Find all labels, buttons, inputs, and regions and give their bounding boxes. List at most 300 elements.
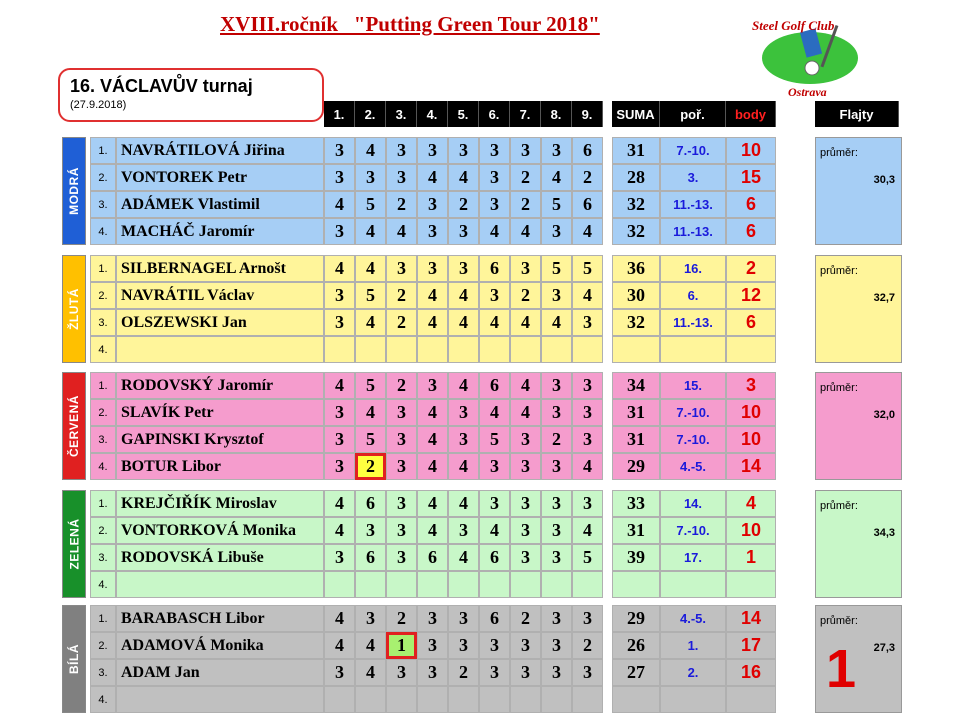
placement: 15.: [660, 372, 726, 399]
points: 15: [726, 164, 776, 191]
row-number: 3.: [90, 426, 116, 453]
row-number: 1.: [90, 372, 116, 399]
hole-score: 4: [355, 399, 386, 426]
points: 1: [726, 544, 776, 571]
hole-score: 6: [479, 544, 510, 571]
group-label: MODRÁ: [62, 137, 86, 245]
points: 17: [726, 632, 776, 659]
group-label: BÍLÁ: [62, 605, 86, 713]
event-title: 16. VÁCLAVŮV turnaj: [70, 76, 253, 96]
header-hole-2: 2.: [355, 101, 386, 127]
hole-score: [324, 686, 355, 713]
score-sum: 31: [612, 399, 660, 426]
hole-score: 3: [324, 309, 355, 336]
player-name: NAVRÁTILOVÁ Jiřina: [116, 137, 324, 164]
hole-score: [355, 336, 386, 363]
player-name: [116, 686, 324, 713]
hole-score: 3: [479, 282, 510, 309]
hole-score: 3: [417, 255, 448, 282]
hole-score: [479, 571, 510, 598]
hole-score: 4: [386, 218, 417, 245]
row-number: 1.: [90, 605, 116, 632]
group-label: ŽLUTÁ: [62, 255, 86, 363]
hole-score: 3: [510, 490, 541, 517]
hole-score: 6: [355, 490, 386, 517]
placement: 14.: [660, 490, 726, 517]
hole-score: 3: [479, 659, 510, 686]
points: 3: [726, 372, 776, 399]
player-name: RODOVSKÝ Jaromír: [116, 372, 324, 399]
hole-score: [386, 336, 417, 363]
hole-score: 3: [541, 544, 572, 571]
hole-score: [510, 686, 541, 713]
hole-score: 3: [324, 282, 355, 309]
row-number: 2.: [90, 282, 116, 309]
hole-score: 3: [541, 453, 572, 480]
hole-score: 3: [572, 426, 603, 453]
points: 16: [726, 659, 776, 686]
hole-score: 4: [541, 309, 572, 336]
hole-score: [572, 571, 603, 598]
score-sum: 36: [612, 255, 660, 282]
player-name: NAVRÁTIL Václav: [116, 282, 324, 309]
hole-score: 5: [355, 282, 386, 309]
score-sum: 30: [612, 282, 660, 309]
points: [726, 686, 776, 713]
points: 6: [726, 191, 776, 218]
hole-score: [417, 336, 448, 363]
score-sum: 29: [612, 605, 660, 632]
hole-score: 3: [324, 659, 355, 686]
hole-score: 2: [510, 164, 541, 191]
hole-score: 3: [541, 137, 572, 164]
hole-score: 3: [386, 453, 417, 480]
row-number: 4.: [90, 218, 116, 245]
score-sum: [612, 571, 660, 598]
hole-score: [479, 336, 510, 363]
hole-score: 4: [417, 517, 448, 544]
score-sum: 29: [612, 453, 660, 480]
page-title: XVIII.ročník "Putting Green Tour 2018": [220, 12, 600, 36]
hole-score: 4: [448, 544, 479, 571]
player-name: RODOVSKÁ Libuše: [116, 544, 324, 571]
hole-score: 5: [355, 426, 386, 453]
hole-score: 3: [386, 164, 417, 191]
row-number: 1.: [90, 137, 116, 164]
hole-score: [355, 686, 386, 713]
placement: 11.-13.: [660, 218, 726, 245]
row-number: 3.: [90, 544, 116, 571]
hole-score: [355, 571, 386, 598]
hole-score: 3: [510, 517, 541, 544]
hole-score: 3: [386, 399, 417, 426]
row-number: 2.: [90, 399, 116, 426]
hole-score: 5: [541, 255, 572, 282]
hole-score: 5: [355, 191, 386, 218]
hole-score: 3: [448, 137, 479, 164]
hole-score: 3: [479, 164, 510, 191]
hole-score: 4: [324, 255, 355, 282]
hole-score: 4: [355, 218, 386, 245]
hole-score: [541, 686, 572, 713]
player-name: MACHÁČ Jaromír: [116, 218, 324, 245]
hole-score: 3: [324, 218, 355, 245]
winning-flight-mark: 1: [826, 639, 857, 699]
hole-score: 2: [386, 372, 417, 399]
hole-score: [510, 571, 541, 598]
hole-score: 3: [386, 137, 417, 164]
hole-score: 4: [324, 372, 355, 399]
hole-score: 4: [417, 399, 448, 426]
hole-score: [386, 571, 417, 598]
hole-score: 3: [541, 282, 572, 309]
hole-score: 4: [324, 605, 355, 632]
placement: 4.-5.: [660, 605, 726, 632]
header-poradi: poř.: [660, 101, 726, 127]
hole-score: 4: [510, 218, 541, 245]
hole-score: 3: [386, 490, 417, 517]
hole-score: 3: [417, 191, 448, 218]
hole-score: 3: [541, 605, 572, 632]
hole-score: 3: [417, 218, 448, 245]
hole-score: 3: [572, 309, 603, 336]
hole-score: 5: [479, 426, 510, 453]
row-number: 4.: [90, 686, 116, 713]
row-number: 3.: [90, 659, 116, 686]
hole-score: [572, 686, 603, 713]
score-sum: 31: [612, 517, 660, 544]
hole-score: 2: [510, 191, 541, 218]
points: 4: [726, 490, 776, 517]
row-number: 2.: [90, 164, 116, 191]
header-body: body: [726, 101, 776, 127]
hole-score: 6: [572, 191, 603, 218]
hole-score: 3: [355, 517, 386, 544]
hole-score: 2: [386, 605, 417, 632]
hole-score: 2: [572, 164, 603, 191]
hole-score: [448, 571, 479, 598]
hole-score: 4: [324, 191, 355, 218]
hole-score: 1: [386, 632, 417, 659]
points: 10: [726, 399, 776, 426]
hole-score: 4: [417, 164, 448, 191]
hole-score: 4: [572, 282, 603, 309]
hole-score: 3: [541, 517, 572, 544]
hole-score: 3: [355, 605, 386, 632]
hole-score: 3: [479, 632, 510, 659]
score-sum: 31: [612, 426, 660, 453]
hole-score: 3: [572, 490, 603, 517]
hole-score: 2: [386, 191, 417, 218]
hole-score: 2: [448, 659, 479, 686]
hole-score: 4: [324, 632, 355, 659]
hole-score: 2: [386, 282, 417, 309]
player-name: GAPINSKI Krysztof: [116, 426, 324, 453]
points: 14: [726, 453, 776, 480]
row-number: 3.: [90, 309, 116, 336]
placement: [660, 686, 726, 713]
player-name: OLSZEWSKI Jan: [116, 309, 324, 336]
average-label: průměr:: [820, 382, 858, 394]
flight-average-box: [815, 372, 902, 480]
row-number: 4.: [90, 453, 116, 480]
header-hole-7: 7.: [510, 101, 541, 127]
header-hole-6: 6.: [479, 101, 510, 127]
row-number: 2.: [90, 517, 116, 544]
hole-score: 4: [417, 282, 448, 309]
placement: 1.: [660, 632, 726, 659]
hole-score: 4: [417, 453, 448, 480]
event-box: [58, 68, 324, 122]
hole-score: 4: [355, 659, 386, 686]
hole-score: 5: [572, 544, 603, 571]
hole-score: 4: [448, 490, 479, 517]
hole-score: 6: [479, 372, 510, 399]
header-flajty: Flajty: [815, 101, 899, 127]
hole-score: 3: [417, 632, 448, 659]
placement: [660, 336, 726, 363]
hole-score: [510, 336, 541, 363]
hole-score: 3: [572, 605, 603, 632]
player-name: BARABASCH Libor: [116, 605, 324, 632]
header-hole-8: 8.: [541, 101, 572, 127]
player-name: ADAMOVÁ Monika: [116, 632, 324, 659]
score-sum: [612, 686, 660, 713]
average-value: 32,0: [873, 409, 895, 421]
player-name: SLAVÍK Petr: [116, 399, 324, 426]
header-hole-3: 3.: [386, 101, 417, 127]
hole-score: 4: [510, 372, 541, 399]
hole-score: 4: [479, 218, 510, 245]
points: [726, 336, 776, 363]
logo-bottom-text: Ostrava: [788, 85, 827, 99]
placement: 2.: [660, 659, 726, 686]
hole-score: 2: [541, 426, 572, 453]
score-sum: 32: [612, 309, 660, 336]
hole-score: [448, 686, 479, 713]
hole-score: 6: [417, 544, 448, 571]
score-sum: 28: [612, 164, 660, 191]
points: 6: [726, 309, 776, 336]
player-name: BOTUR Libor: [116, 453, 324, 480]
hole-score: 6: [479, 605, 510, 632]
hole-score: 4: [448, 164, 479, 191]
hole-score: 6: [479, 255, 510, 282]
points: [726, 571, 776, 598]
hole-score: 3: [417, 605, 448, 632]
group-label: ČERVENÁ: [62, 372, 86, 480]
hole-score: 2: [510, 282, 541, 309]
points: 12: [726, 282, 776, 309]
hole-score: 3: [448, 218, 479, 245]
player-name: KREJČIŘÍK Miroslav: [116, 490, 324, 517]
placement: 17.: [660, 544, 726, 571]
hole-score: 4: [417, 490, 448, 517]
hole-score: 3: [448, 605, 479, 632]
hole-score: 4: [541, 164, 572, 191]
hole-score: 3: [479, 137, 510, 164]
hole-score: [324, 571, 355, 598]
hole-score: 3: [386, 659, 417, 686]
placement: 4.-5.: [660, 453, 726, 480]
hole-score: 3: [510, 632, 541, 659]
hole-score: [479, 686, 510, 713]
hole-score: 3: [355, 164, 386, 191]
hole-score: 3: [510, 453, 541, 480]
hole-score: 3: [324, 544, 355, 571]
points: 6: [726, 218, 776, 245]
average-value: 30,3: [873, 174, 895, 186]
average-label: průměr:: [820, 147, 858, 159]
hole-score: 3: [448, 632, 479, 659]
row-number: 1.: [90, 255, 116, 282]
hole-score: 2: [572, 632, 603, 659]
hole-score: 4: [479, 309, 510, 336]
hole-score: 3: [324, 164, 355, 191]
hole-score: 3: [510, 544, 541, 571]
hole-score: 3: [572, 399, 603, 426]
hole-score: 3: [479, 191, 510, 218]
row-number: 2.: [90, 632, 116, 659]
player-name: VONTORKOVÁ Monika: [116, 517, 324, 544]
hole-score: 3: [417, 659, 448, 686]
header-hole-9: 9.: [572, 101, 603, 127]
hole-score: 5: [355, 372, 386, 399]
hole-score: 4: [355, 137, 386, 164]
logo-top-text: Steel Golf Club: [752, 18, 835, 33]
group-label: ZELENÁ: [62, 490, 86, 598]
hole-score: 3: [510, 659, 541, 686]
hole-score: 3: [541, 632, 572, 659]
hole-score: 4: [448, 282, 479, 309]
hole-score: 3: [448, 255, 479, 282]
hole-score: 3: [324, 426, 355, 453]
hole-score: 4: [510, 309, 541, 336]
hole-score: 3: [448, 426, 479, 453]
points: 2: [726, 255, 776, 282]
player-name: ADÁMEK Vlastimil: [116, 191, 324, 218]
flight-average-box: [815, 605, 902, 713]
placement: 3.: [660, 164, 726, 191]
hole-score: 3: [324, 399, 355, 426]
hole-score: [448, 336, 479, 363]
player-name: VONTOREK Petr: [116, 164, 324, 191]
hole-score: 3: [386, 517, 417, 544]
hole-score: 3: [448, 399, 479, 426]
header-hole-4: 4.: [417, 101, 448, 127]
hole-score: 4: [324, 517, 355, 544]
hole-score: 3: [572, 659, 603, 686]
hole-score: [572, 336, 603, 363]
score-sum: 32: [612, 191, 660, 218]
player-name: [116, 571, 324, 598]
flight-average-box: [815, 255, 902, 363]
hole-score: 4: [417, 309, 448, 336]
hole-score: 3: [510, 137, 541, 164]
placement: 16.: [660, 255, 726, 282]
hole-score: 3: [324, 453, 355, 480]
hole-score: 4: [448, 309, 479, 336]
flight-average-box: [815, 490, 902, 598]
hole-score: 4: [572, 517, 603, 544]
score-sum: 27: [612, 659, 660, 686]
hole-score: 4: [510, 399, 541, 426]
hole-score: 4: [479, 399, 510, 426]
hole-score: 2: [510, 605, 541, 632]
hole-score: 3: [448, 517, 479, 544]
hole-score: 4: [324, 490, 355, 517]
placement: 7.-10.: [660, 137, 726, 164]
hole-score: [417, 686, 448, 713]
hole-score: 3: [417, 372, 448, 399]
hole-score: 3: [541, 218, 572, 245]
hole-score: 4: [355, 255, 386, 282]
score-sum: 32: [612, 218, 660, 245]
hole-score: 4: [355, 632, 386, 659]
points: 14: [726, 605, 776, 632]
hole-score: [324, 336, 355, 363]
hole-score: 4: [572, 218, 603, 245]
score-sum: 39: [612, 544, 660, 571]
placement: [660, 571, 726, 598]
hole-score: 2: [448, 191, 479, 218]
club-logo: [748, 10, 878, 100]
hole-score: 4: [355, 309, 386, 336]
hole-score: 3: [541, 659, 572, 686]
placement: 11.-13.: [660, 309, 726, 336]
average-label: průměr:: [820, 500, 858, 512]
hole-score: [541, 571, 572, 598]
average-value: 34,3: [873, 527, 895, 539]
hole-score: 3: [541, 372, 572, 399]
hole-score: 2: [355, 453, 386, 480]
hole-score: 3: [541, 399, 572, 426]
points: 10: [726, 137, 776, 164]
header-suma: SUMA: [612, 101, 660, 127]
score-sum: 26: [612, 632, 660, 659]
player-name: SILBERNAGEL Arnošt: [116, 255, 324, 282]
average-value: 32,7: [873, 292, 895, 304]
placement: 7.-10.: [660, 426, 726, 453]
event-date: (27.9.2018): [70, 99, 127, 111]
hole-score: 3: [510, 255, 541, 282]
player-name: ADAM Jan: [116, 659, 324, 686]
score-sum: 34: [612, 372, 660, 399]
hole-score: 6: [355, 544, 386, 571]
placement: 7.-10.: [660, 399, 726, 426]
average-value: 27,3: [873, 642, 895, 654]
player-name: [116, 336, 324, 363]
hole-score: 5: [541, 191, 572, 218]
hole-score: 3: [479, 453, 510, 480]
score-sum: 33: [612, 490, 660, 517]
hole-score: 5: [572, 255, 603, 282]
hole-score: 3: [510, 426, 541, 453]
row-number: 3.: [90, 191, 116, 218]
hole-score: 3: [479, 490, 510, 517]
score-sum: 31: [612, 137, 660, 164]
hole-score: 2: [386, 309, 417, 336]
points: 10: [726, 426, 776, 453]
hole-score: [417, 571, 448, 598]
placement: 7.-10.: [660, 517, 726, 544]
header-hole-1: 1.: [324, 101, 355, 127]
points: 10: [726, 517, 776, 544]
hole-score: 3: [541, 490, 572, 517]
hole-score: [541, 336, 572, 363]
hole-score: 3: [386, 255, 417, 282]
hole-score: 3: [386, 544, 417, 571]
